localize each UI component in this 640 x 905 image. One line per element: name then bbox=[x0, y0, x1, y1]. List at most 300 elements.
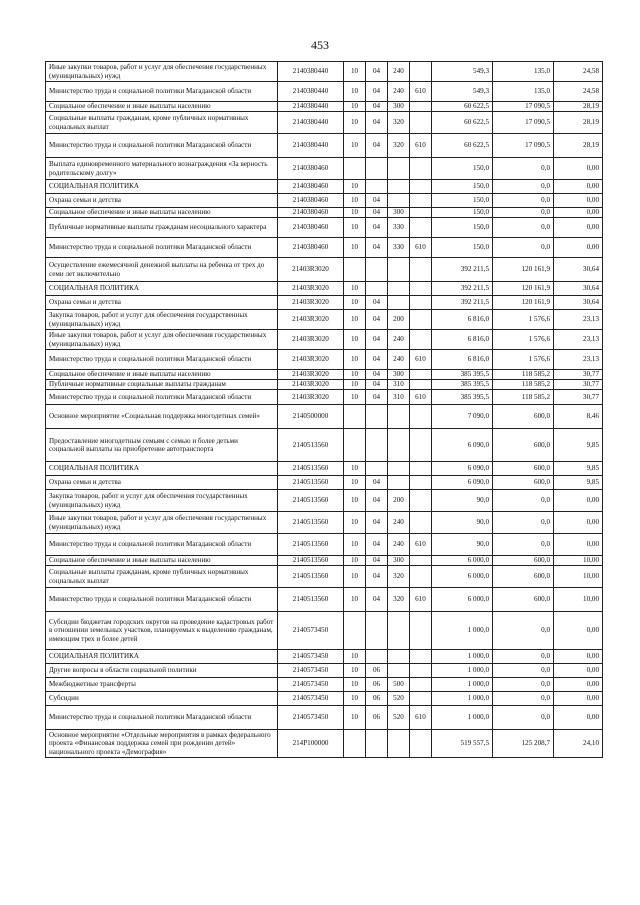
row-admin-code bbox=[410, 429, 432, 462]
row-fact: 0,0 bbox=[493, 706, 554, 730]
row-expense-type: 330 bbox=[388, 238, 410, 258]
row-name: Выплата единовременного материального вознаграждения «За верность родительскому долгу» bbox=[46, 158, 278, 180]
row-percent: 24,10 bbox=[554, 730, 603, 758]
table-row bbox=[46, 208, 603, 218]
row-code: 21403R3020 bbox=[278, 380, 344, 390]
row-plan: 6 090,0 bbox=[432, 429, 493, 462]
row-code: 21403R3020 bbox=[278, 296, 344, 310]
row-percent: 28,19 bbox=[554, 102, 603, 112]
row-plan: 60 622,5 bbox=[432, 134, 493, 158]
row-code: 2140513560 bbox=[278, 512, 344, 534]
row-percent: 24,58 bbox=[554, 62, 603, 82]
row-plan: 385 395,5 bbox=[432, 380, 493, 390]
row-expense-type: 240 bbox=[388, 330, 410, 350]
row-plan: 1 000,0 bbox=[432, 612, 493, 650]
table-row bbox=[46, 112, 603, 134]
row-name: Социальное обеспечение и иные выплаты населению bbox=[46, 208, 278, 218]
row-code: 2140380440 bbox=[278, 102, 344, 112]
row-section: 10 bbox=[344, 534, 366, 556]
row-code: 2140513560 bbox=[278, 534, 344, 556]
row-fact: 0,0 bbox=[493, 158, 554, 180]
row-section: 10 bbox=[344, 82, 366, 102]
row-name: Межбюджетные трансферты bbox=[46, 678, 278, 692]
row-section: 10 bbox=[344, 556, 366, 566]
row-section: 10 bbox=[344, 588, 366, 612]
row-section: 10 bbox=[344, 218, 366, 238]
row-code: 2140380460 bbox=[278, 194, 344, 208]
row-fact: 0,0 bbox=[493, 180, 554, 194]
row-percent: 30,77 bbox=[554, 370, 603, 380]
row-code: 2140513560 bbox=[278, 566, 344, 588]
row-expense-type: 310 bbox=[388, 380, 410, 390]
row-percent: 0,00 bbox=[554, 218, 603, 238]
row-expense-type bbox=[388, 194, 410, 208]
row-admin-code bbox=[410, 310, 432, 330]
row-admin-code bbox=[410, 512, 432, 534]
row-percent: 0,00 bbox=[554, 490, 603, 512]
row-admin-code bbox=[410, 566, 432, 588]
row-code: 21403R3020 bbox=[278, 310, 344, 330]
row-plan: 6 816,0 bbox=[432, 350, 493, 370]
row-expense-type bbox=[388, 180, 410, 194]
row-name: Министерство труда и социальной политики Магаданской области bbox=[46, 350, 278, 370]
table-row bbox=[46, 330, 603, 350]
row-percent: 30,64 bbox=[554, 296, 603, 310]
row-fact: 17 090,5 bbox=[493, 134, 554, 158]
row-percent: 0,00 bbox=[554, 692, 603, 706]
row-fact: 0,0 bbox=[493, 208, 554, 218]
row-expense-type: 320 bbox=[388, 134, 410, 158]
row-code: 2140380460 bbox=[278, 208, 344, 218]
row-expense-type: 240 bbox=[388, 512, 410, 534]
row-name: Охрана семьи и детства bbox=[46, 476, 278, 490]
row-section: 10 bbox=[344, 678, 366, 692]
row-percent: 0,00 bbox=[554, 612, 603, 650]
table-row bbox=[46, 194, 603, 208]
row-percent: 28,19 bbox=[554, 112, 603, 134]
row-percent: 0,00 bbox=[554, 512, 603, 534]
row-name: Социальные выплаты гражданам, кроме публичных нормативных социальных выплат bbox=[46, 112, 278, 134]
row-plan: 60 622,5 bbox=[432, 112, 493, 134]
table-row bbox=[46, 566, 603, 588]
row-plan: 90,0 bbox=[432, 512, 493, 534]
row-plan: 549,3 bbox=[432, 82, 493, 102]
row-percent: 0,00 bbox=[554, 238, 603, 258]
row-section: 10 bbox=[344, 664, 366, 678]
row-name: Субсидии bbox=[46, 692, 278, 706]
row-expense-type: 200 bbox=[388, 490, 410, 512]
row-fact: 0,0 bbox=[493, 612, 554, 650]
row-fact: 0,0 bbox=[493, 512, 554, 534]
row-expense-type: 200 bbox=[388, 310, 410, 330]
row-section bbox=[344, 730, 366, 758]
row-expense-type bbox=[388, 296, 410, 310]
row-name: Иные закупки товаров, работ и услуг для обеспечения государственных (муниципальных) нужд bbox=[46, 512, 278, 534]
row-subsection bbox=[366, 282, 388, 296]
row-name: Социальное обеспечение и иные выплаты населению bbox=[46, 102, 278, 112]
table-row bbox=[46, 310, 603, 330]
row-code: 2140380460 bbox=[278, 218, 344, 238]
row-admin-code: 610 bbox=[410, 706, 432, 730]
row-subsection: 04 bbox=[366, 296, 388, 310]
row-section: 10 bbox=[344, 296, 366, 310]
row-section: 10 bbox=[344, 370, 366, 380]
row-name: Осуществление ежемесячной денежной выплаты на ребенка от трех до семи лет включительно bbox=[46, 258, 278, 282]
row-percent: 24,58 bbox=[554, 82, 603, 102]
row-admin-code bbox=[410, 370, 432, 380]
row-code: 2140380460 bbox=[278, 180, 344, 194]
row-fact: 0,0 bbox=[493, 650, 554, 664]
table-row bbox=[46, 612, 603, 650]
table-row bbox=[46, 692, 603, 706]
row-subsection bbox=[366, 405, 388, 429]
row-admin-code bbox=[410, 208, 432, 218]
table-row bbox=[46, 350, 603, 370]
row-subsection bbox=[366, 158, 388, 180]
table-row bbox=[46, 650, 603, 664]
row-code: 2140380440 bbox=[278, 112, 344, 134]
row-code: 21403R3020 bbox=[278, 282, 344, 296]
row-name: Основное мероприятие «Социальная поддержка многодетных семей» bbox=[46, 405, 278, 429]
table-row bbox=[46, 476, 603, 490]
row-subsection: 04 bbox=[366, 370, 388, 380]
row-fact: 600,0 bbox=[493, 588, 554, 612]
table-row bbox=[46, 282, 603, 296]
row-fact: 120 161,9 bbox=[493, 296, 554, 310]
row-subsection: 04 bbox=[366, 556, 388, 566]
row-fact: 600,0 bbox=[493, 556, 554, 566]
table-row bbox=[46, 390, 603, 405]
row-fact: 17 090,5 bbox=[493, 102, 554, 112]
table-row bbox=[46, 405, 603, 429]
row-percent: 8,46 bbox=[554, 405, 603, 429]
row-section: 10 bbox=[344, 462, 366, 476]
row-plan: 1 000,0 bbox=[432, 678, 493, 692]
row-code: 21403R3020 bbox=[278, 370, 344, 380]
row-plan: 6 816,0 bbox=[432, 310, 493, 330]
row-subsection: 06 bbox=[366, 678, 388, 692]
row-expense-type bbox=[388, 405, 410, 429]
row-admin-code bbox=[410, 194, 432, 208]
row-admin-code bbox=[410, 490, 432, 512]
row-percent: 0,00 bbox=[554, 208, 603, 218]
row-plan: 519 557,5 bbox=[432, 730, 493, 758]
row-expense-type: 300 bbox=[388, 370, 410, 380]
row-plan: 60 622,5 bbox=[432, 102, 493, 112]
row-code: 2140380460 bbox=[278, 158, 344, 180]
table-row bbox=[46, 158, 603, 180]
row-name: Закупка товаров, работ и услуг для обеспечения государственных (муниципальных) нужд bbox=[46, 310, 278, 330]
row-plan: 6 090,0 bbox=[432, 462, 493, 476]
budget-table bbox=[45, 61, 603, 758]
row-expense-type bbox=[388, 282, 410, 296]
row-code: 214P100000 bbox=[278, 730, 344, 758]
row-expense-type: 520 bbox=[388, 706, 410, 730]
row-plan: 549,3 bbox=[432, 62, 493, 82]
row-fact: 600,0 bbox=[493, 462, 554, 476]
row-plan: 6 090,0 bbox=[432, 476, 493, 490]
table-row bbox=[46, 678, 603, 692]
row-expense-type: 320 bbox=[388, 566, 410, 588]
table-row bbox=[46, 534, 603, 556]
row-admin-code bbox=[410, 296, 432, 310]
row-percent: 30,64 bbox=[554, 282, 603, 296]
row-percent: 9,85 bbox=[554, 462, 603, 476]
row-name: Министерство труда и социальной политики Магаданской области bbox=[46, 82, 278, 102]
row-admin-code: 610 bbox=[410, 82, 432, 102]
row-admin-code bbox=[410, 556, 432, 566]
row-percent: 28,19 bbox=[554, 134, 603, 158]
row-percent: 0,00 bbox=[554, 180, 603, 194]
row-percent: 9,85 bbox=[554, 429, 603, 462]
row-section: 10 bbox=[344, 706, 366, 730]
row-name: Социальное обеспечение и иные выплаты населению bbox=[46, 370, 278, 380]
row-subsection: 04 bbox=[366, 534, 388, 556]
row-name: Социальные выплаты гражданам, кроме публичных нормативных социальных выплат bbox=[46, 566, 278, 588]
row-plan: 1 000,0 bbox=[432, 692, 493, 706]
row-fact: 0,0 bbox=[493, 194, 554, 208]
row-admin-code bbox=[410, 730, 432, 758]
table-row bbox=[46, 258, 603, 282]
row-fact: 118 585,2 bbox=[493, 390, 554, 405]
row-subsection: 04 bbox=[366, 62, 388, 82]
row-percent: 30,77 bbox=[554, 380, 603, 390]
row-subsection bbox=[366, 462, 388, 476]
row-section bbox=[344, 612, 366, 650]
row-expense-type bbox=[388, 730, 410, 758]
row-subsection bbox=[366, 258, 388, 282]
row-expense-type: 310 bbox=[388, 390, 410, 405]
row-subsection: 04 bbox=[366, 350, 388, 370]
row-section: 10 bbox=[344, 194, 366, 208]
table-row bbox=[46, 730, 603, 758]
row-admin-code bbox=[410, 678, 432, 692]
row-admin-code bbox=[410, 282, 432, 296]
row-name: Министерство труда и социальной политики Магаданской области bbox=[46, 588, 278, 612]
row-subsection: 04 bbox=[366, 512, 388, 534]
row-admin-code bbox=[410, 112, 432, 134]
row-fact: 120 161,9 bbox=[493, 258, 554, 282]
row-code: 2140573450 bbox=[278, 612, 344, 650]
budget-table-body bbox=[46, 62, 603, 758]
row-admin-code: 610 bbox=[410, 350, 432, 370]
table-row bbox=[46, 296, 603, 310]
row-fact: 0,0 bbox=[493, 218, 554, 238]
row-percent: 23,13 bbox=[554, 310, 603, 330]
row-subsection bbox=[366, 180, 388, 194]
row-name: Публичные нормативные социальные выплаты гражданам bbox=[46, 380, 278, 390]
row-section: 10 bbox=[344, 112, 366, 134]
row-code: 2140380440 bbox=[278, 82, 344, 102]
row-code: 21403R3020 bbox=[278, 390, 344, 405]
row-plan: 1 000,0 bbox=[432, 706, 493, 730]
row-admin-code bbox=[410, 462, 432, 476]
row-section: 10 bbox=[344, 134, 366, 158]
row-admin-code: 610 bbox=[410, 390, 432, 405]
row-code: 2140573450 bbox=[278, 678, 344, 692]
row-plan: 150,0 bbox=[432, 218, 493, 238]
table-row bbox=[46, 218, 603, 238]
row-percent: 0,00 bbox=[554, 664, 603, 678]
row-section: 10 bbox=[344, 102, 366, 112]
row-expense-type: 240 bbox=[388, 534, 410, 556]
row-section: 10 bbox=[344, 330, 366, 350]
row-fact: 600,0 bbox=[493, 429, 554, 462]
row-admin-code bbox=[410, 258, 432, 282]
row-plan: 1 000,0 bbox=[432, 664, 493, 678]
row-expense-type bbox=[388, 462, 410, 476]
table-row bbox=[46, 180, 603, 194]
row-code: 2140500000 bbox=[278, 405, 344, 429]
row-section: 10 bbox=[344, 62, 366, 82]
row-plan: 6 000,0 bbox=[432, 566, 493, 588]
row-name: Министерство труда и социальной политики Магаданской области bbox=[46, 134, 278, 158]
row-percent: 0,00 bbox=[554, 158, 603, 180]
row-fact: 600,0 bbox=[493, 405, 554, 429]
row-code: 21403R3020 bbox=[278, 350, 344, 370]
row-name: Субсидии бюджетам городских округов на проведение кадастровых работ в отношении земельных участков, планируемых к выделению гражданам, имеющим трех и более детей bbox=[46, 612, 278, 650]
row-plan: 150,0 bbox=[432, 180, 493, 194]
row-expense-type: 500 bbox=[388, 678, 410, 692]
row-fact: 17 090,5 bbox=[493, 112, 554, 134]
page-number: 453 bbox=[311, 38, 329, 52]
row-name: Министерство труда и социальной политики Магаданской области bbox=[46, 238, 278, 258]
row-plan: 6 816,0 bbox=[432, 330, 493, 350]
row-name: Другие вопросы в области социальной политики bbox=[46, 664, 278, 678]
row-section: 10 bbox=[344, 180, 366, 194]
row-admin-code bbox=[410, 380, 432, 390]
row-admin-code bbox=[410, 650, 432, 664]
table-row bbox=[46, 512, 603, 534]
row-plan: 6 000,0 bbox=[432, 556, 493, 566]
row-section: 10 bbox=[344, 208, 366, 218]
row-plan: 90,0 bbox=[432, 490, 493, 512]
row-expense-type bbox=[388, 258, 410, 282]
row-expense-type: 320 bbox=[388, 112, 410, 134]
row-subsection: 04 bbox=[366, 380, 388, 390]
row-name: Закупка товаров, работ и услуг для обеспечения государственных (муниципальных) нужд bbox=[46, 490, 278, 512]
row-admin-code: 610 bbox=[410, 238, 432, 258]
row-subsection: 04 bbox=[366, 330, 388, 350]
row-subsection: 04 bbox=[366, 112, 388, 134]
row-admin-code bbox=[410, 612, 432, 650]
row-plan: 385 395,5 bbox=[432, 390, 493, 405]
table-row bbox=[46, 588, 603, 612]
row-fact: 135,0 bbox=[493, 82, 554, 102]
row-subsection bbox=[366, 429, 388, 462]
row-name: Социальное обеспечение и иные выплаты населению bbox=[46, 556, 278, 566]
row-code: 2140513560 bbox=[278, 476, 344, 490]
row-subsection: 04 bbox=[366, 208, 388, 218]
row-expense-type bbox=[388, 650, 410, 664]
row-code: 2140513560 bbox=[278, 490, 344, 512]
row-fact: 125 208,7 bbox=[493, 730, 554, 758]
table-row bbox=[46, 664, 603, 678]
row-code: 2140380440 bbox=[278, 134, 344, 158]
row-admin-code bbox=[410, 330, 432, 350]
row-code: 2140513560 bbox=[278, 429, 344, 462]
table-row bbox=[46, 462, 603, 476]
row-expense-type: 300 bbox=[388, 208, 410, 218]
row-subsection: 04 bbox=[366, 310, 388, 330]
row-code: 2140380440 bbox=[278, 62, 344, 82]
row-expense-type bbox=[388, 476, 410, 490]
row-fact: 0,0 bbox=[493, 664, 554, 678]
row-name: Предоставление многодетным семьям с семью и более детьми социальной выплаты на приобретение автотранспорта bbox=[46, 429, 278, 462]
row-fact: 135,0 bbox=[493, 62, 554, 82]
row-admin-code: 610 bbox=[410, 588, 432, 612]
row-code: 2140513560 bbox=[278, 556, 344, 566]
row-section: 10 bbox=[344, 350, 366, 370]
row-section bbox=[344, 429, 366, 462]
row-percent: 0,00 bbox=[554, 706, 603, 730]
row-expense-type: 330 bbox=[388, 218, 410, 238]
row-code: 2140573450 bbox=[278, 664, 344, 678]
row-percent: 30,64 bbox=[554, 258, 603, 282]
table-row bbox=[46, 134, 603, 158]
row-plan: 385 395,5 bbox=[432, 370, 493, 380]
row-code: 2140380460 bbox=[278, 238, 344, 258]
row-admin-code bbox=[410, 102, 432, 112]
row-code: 2140573450 bbox=[278, 706, 344, 730]
row-percent: 10,00 bbox=[554, 588, 603, 612]
row-subsection: 04 bbox=[366, 82, 388, 102]
row-percent: 0,00 bbox=[554, 534, 603, 556]
row-section: 10 bbox=[344, 566, 366, 588]
row-plan: 150,0 bbox=[432, 238, 493, 258]
row-admin-code bbox=[410, 664, 432, 678]
row-plan: 392 211,5 bbox=[432, 296, 493, 310]
row-percent: 9,85 bbox=[554, 476, 603, 490]
row-section bbox=[344, 405, 366, 429]
row-section: 10 bbox=[344, 490, 366, 512]
row-plan: 7 090,0 bbox=[432, 405, 493, 429]
row-admin-code: 610 bbox=[410, 534, 432, 556]
row-percent: 0,00 bbox=[554, 650, 603, 664]
row-expense-type: 240 bbox=[388, 82, 410, 102]
row-section: 10 bbox=[344, 692, 366, 706]
row-name: Охрана семьи и детства bbox=[46, 296, 278, 310]
row-subsection: 04 bbox=[366, 218, 388, 238]
row-admin-code bbox=[410, 692, 432, 706]
row-admin-code bbox=[410, 158, 432, 180]
table-row bbox=[46, 380, 603, 390]
row-subsection: 04 bbox=[366, 476, 388, 490]
row-percent: 10,00 bbox=[554, 556, 603, 566]
row-subsection bbox=[366, 612, 388, 650]
row-fact: 0,0 bbox=[493, 678, 554, 692]
row-section: 10 bbox=[344, 390, 366, 405]
row-fact: 1 576,6 bbox=[493, 330, 554, 350]
row-fact: 118 585,2 bbox=[493, 380, 554, 390]
row-name: Министерство труда и социальной политики Магаданской области bbox=[46, 706, 278, 730]
row-subsection: 04 bbox=[366, 588, 388, 612]
row-code: 21403R3020 bbox=[278, 330, 344, 350]
row-expense-type bbox=[388, 429, 410, 462]
row-code: 21403R3020 bbox=[278, 258, 344, 282]
row-subsection: 06 bbox=[366, 664, 388, 678]
row-code: 2140573450 bbox=[278, 692, 344, 706]
row-name: СОЦИАЛЬНАЯ ПОЛИТИКА bbox=[46, 462, 278, 476]
row-subsection bbox=[366, 650, 388, 664]
row-subsection: 06 bbox=[366, 706, 388, 730]
table-row bbox=[46, 429, 603, 462]
row-expense-type: 240 bbox=[388, 350, 410, 370]
row-expense-type: 240 bbox=[388, 62, 410, 82]
table-row bbox=[46, 370, 603, 380]
table-row bbox=[46, 82, 603, 102]
row-fact: 120 161,9 bbox=[493, 282, 554, 296]
